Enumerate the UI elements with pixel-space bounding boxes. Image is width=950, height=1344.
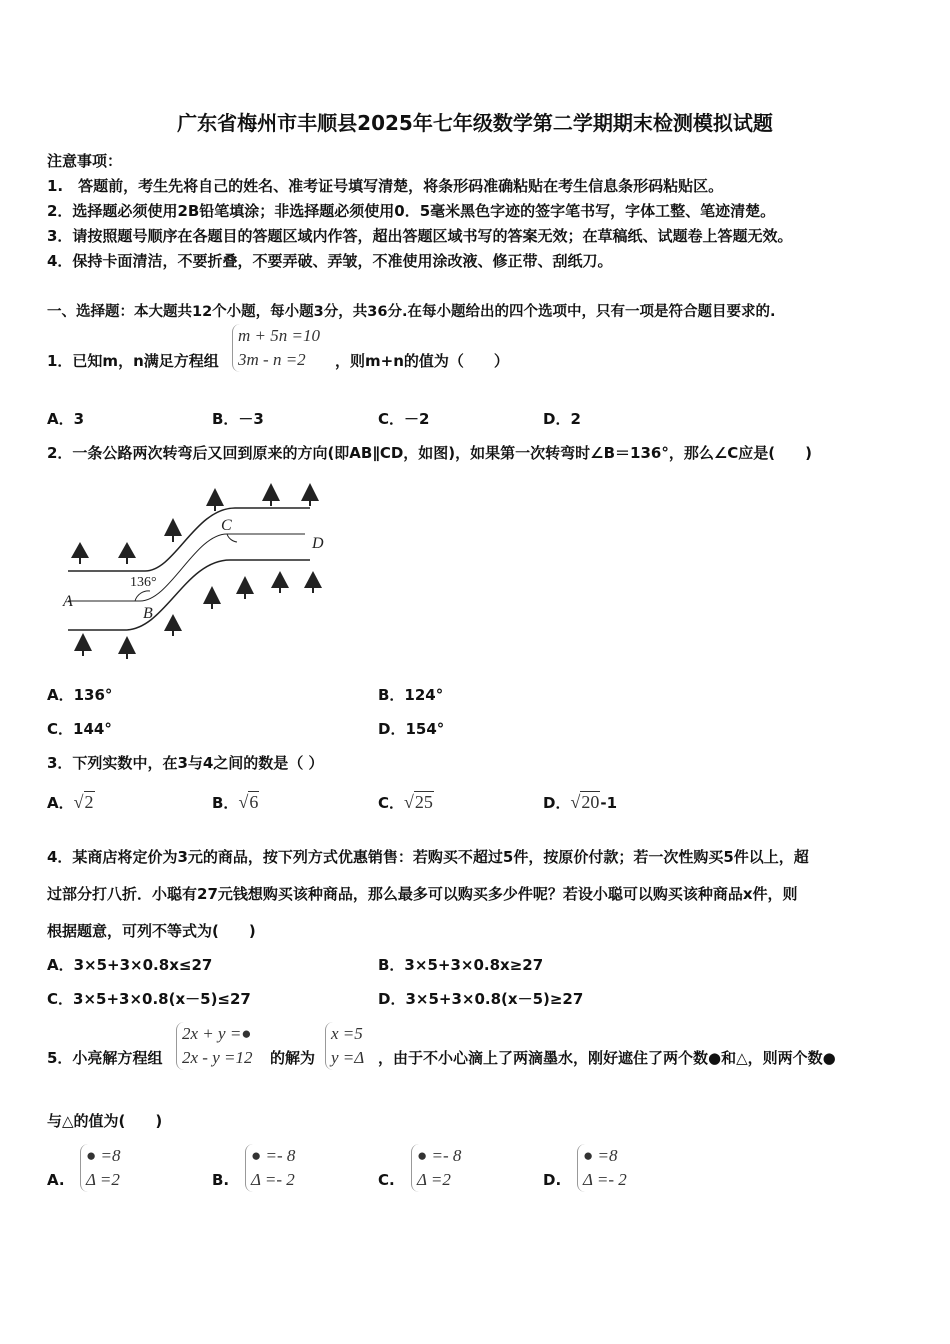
tree-icon <box>262 483 280 506</box>
equation: Δ =- 2 <box>583 1170 627 1189</box>
sqrt-expression: √2 <box>73 792 94 812</box>
q5-equation-system <box>176 1022 252 1070</box>
radicand: 20 <box>581 792 600 812</box>
tree-icon <box>203 586 221 609</box>
road-figure <box>55 478 345 668</box>
tree-icon <box>236 576 254 599</box>
tree-icon <box>301 483 319 506</box>
tree-icon <box>71 542 89 564</box>
angle-c-arc <box>227 534 237 542</box>
section-heading: 一、选择题：本大题共12个小题，每小题3分，共36分.在每小题给出的四个选项中，只有一项是符合题目要求的. <box>47 304 776 320</box>
tree-icon <box>118 542 136 564</box>
tree-icon <box>304 571 322 593</box>
q1-option-a[interactable]: A．3 <box>47 410 85 428</box>
road-centerline <box>68 534 305 601</box>
tree-icon <box>271 571 289 593</box>
equation: 2x - y =12 <box>182 1048 253 1067</box>
equation: y =Δ <box>331 1048 365 1067</box>
equation: Δ =2 <box>86 1170 120 1189</box>
q5-option-b[interactable] <box>245 1144 295 1192</box>
q4-option-a[interactable]: A．3×5+3×0.8x≤27 <box>47 956 213 974</box>
q2-option-d[interactable]: D．154° <box>378 720 445 738</box>
equation: Δ =- 2 <box>251 1170 295 1189</box>
q3-option-d[interactable] <box>543 792 617 813</box>
page-title: 广东省梅州市丰顺县2025年七年级数学第二学期期末检测模拟试题 <box>177 111 773 135</box>
equation: ● =8 <box>583 1146 618 1165</box>
q4-text-line: 过部分打八折．小聪有27元钱想购买该种商品，那么最多可以购买多少件呢？若设小聪可以购买该种商品x件，则 <box>47 885 798 903</box>
q5-option-a[interactable] <box>80 1144 121 1192</box>
radicand: 6 <box>249 792 259 812</box>
q5-mid: 的解为 <box>270 1049 316 1067</box>
point-d-label: D <box>312 535 324 552</box>
option-label: B． <box>212 794 239 812</box>
q5-solution-system <box>325 1022 364 1070</box>
q4-text-line: 根据题意，可列不等式为( ) <box>47 922 256 940</box>
q3-text: 3．下列实数中，在3与4之间的数是（ ） <box>47 754 324 772</box>
radicand: 25 <box>414 792 433 812</box>
q1-prefix: 1．已知m，n满足方程组 <box>47 352 219 370</box>
equation: ● =- 8 <box>417 1146 462 1165</box>
angle-label: 136° <box>130 575 157 590</box>
q5-option-c[interactable] <box>411 1144 461 1192</box>
q5-line2: 与△的值为( ) <box>47 1112 163 1130</box>
tree-icon <box>206 488 224 511</box>
tree-icon <box>74 633 92 656</box>
note-item: 4．保持卡面清洁，不要折叠，不要弄破、弄皱，不准使用涂改液、修正带、刮纸刀。 <box>47 252 613 270</box>
option-label[interactable]: A. <box>47 1171 65 1189</box>
q5-prefix: 5．小亮解方程组 <box>47 1049 163 1067</box>
q2-option-b[interactable]: B．124° <box>378 686 444 704</box>
sqrt-expression: √20 <box>570 792 600 812</box>
q4-option-c[interactable]: C．3×5+3×0.8(x－5)≤27 <box>47 990 251 1008</box>
q4-text-line: 4．某商店将定价为3元的商品，按下列方式优惠销售：若购买不超过5件，按原价付款；若一次性购买5件以上，超 <box>47 848 809 866</box>
point-c-label: C <box>221 517 232 534</box>
q1-option-b[interactable]: B．－3 <box>212 410 264 428</box>
q2-text: 2．一条公路两次转弯后又回到原来的方向(即AB∥CD，如图)，如果第一次转弯时∠B＝136°，那么∠C应是( ) <box>47 444 813 462</box>
equation: 2x + y =● <box>182 1024 252 1043</box>
tree-icon <box>118 636 136 659</box>
radicand: 2 <box>84 792 94 812</box>
equation: Δ =2 <box>417 1170 451 1189</box>
q5-suffix: ，由于不小心滴上了两滴墨水，刚好遮住了两个数●和△，则两个数● <box>378 1049 836 1067</box>
note-item: 1. 答题前，考生先将自己的姓名、准考证号填写清楚，将条形码准确粘贴在考生信息条形码粘贴区。 <box>47 177 724 195</box>
sqrt-expression: √25 <box>404 792 433 812</box>
q2-option-a[interactable]: A．136° <box>47 686 113 704</box>
notes-heading: 注意事项： <box>47 152 123 170</box>
equation: ● =- 8 <box>251 1146 296 1165</box>
equation: m + 5n =10 <box>238 326 320 345</box>
q4-option-d[interactable]: D．3×5+3×0.8(x－5)≥27 <box>378 990 584 1008</box>
tree-icon <box>164 518 182 542</box>
q3-option-c[interactable] <box>378 792 434 813</box>
q1-option-c[interactable]: C．－2 <box>378 410 430 428</box>
q4-option-b[interactable]: B．3×5+3×0.8x≥27 <box>378 956 544 974</box>
option-label[interactable]: C. <box>378 1171 395 1189</box>
q5-option-d[interactable] <box>577 1144 627 1192</box>
q1-suffix: ，则m+n的值为（ ） <box>335 352 509 370</box>
option-label: A． <box>47 794 74 812</box>
equation: ● =8 <box>86 1146 121 1165</box>
sqrt-expression: √6 <box>238 792 259 812</box>
point-b-label: B <box>143 605 153 622</box>
q1-equation-system <box>232 324 320 372</box>
road-edge <box>68 508 310 571</box>
tree-icon <box>164 614 182 636</box>
q1-option-d[interactable]: D．2 <box>543 410 581 428</box>
equation: x =5 <box>331 1024 363 1043</box>
option-tail: -1 <box>600 794 618 812</box>
note-item: 2．选择题必须使用2B铅笔填涂；非选择题必须使用0．5毫米黑色字迹的签字笔书写，字体工整、笔迹清楚。 <box>47 202 776 220</box>
equation: 3m - n =2 <box>238 350 306 369</box>
q2-option-c[interactable]: C．144° <box>47 720 112 738</box>
option-label[interactable]: B. <box>212 1171 230 1189</box>
option-label[interactable]: D. <box>543 1171 562 1189</box>
q3-option-b[interactable] <box>212 792 259 813</box>
option-label: C． <box>378 794 405 812</box>
note-item: 3．请按照题号顺序在各题目的答题区域内作答，超出答题区域书写的答案无效；在草稿纸、试题卷上答题无效。 <box>47 227 793 245</box>
point-a-label: A <box>63 593 73 610</box>
option-label: D． <box>543 794 571 812</box>
q3-option-a[interactable] <box>47 792 95 813</box>
